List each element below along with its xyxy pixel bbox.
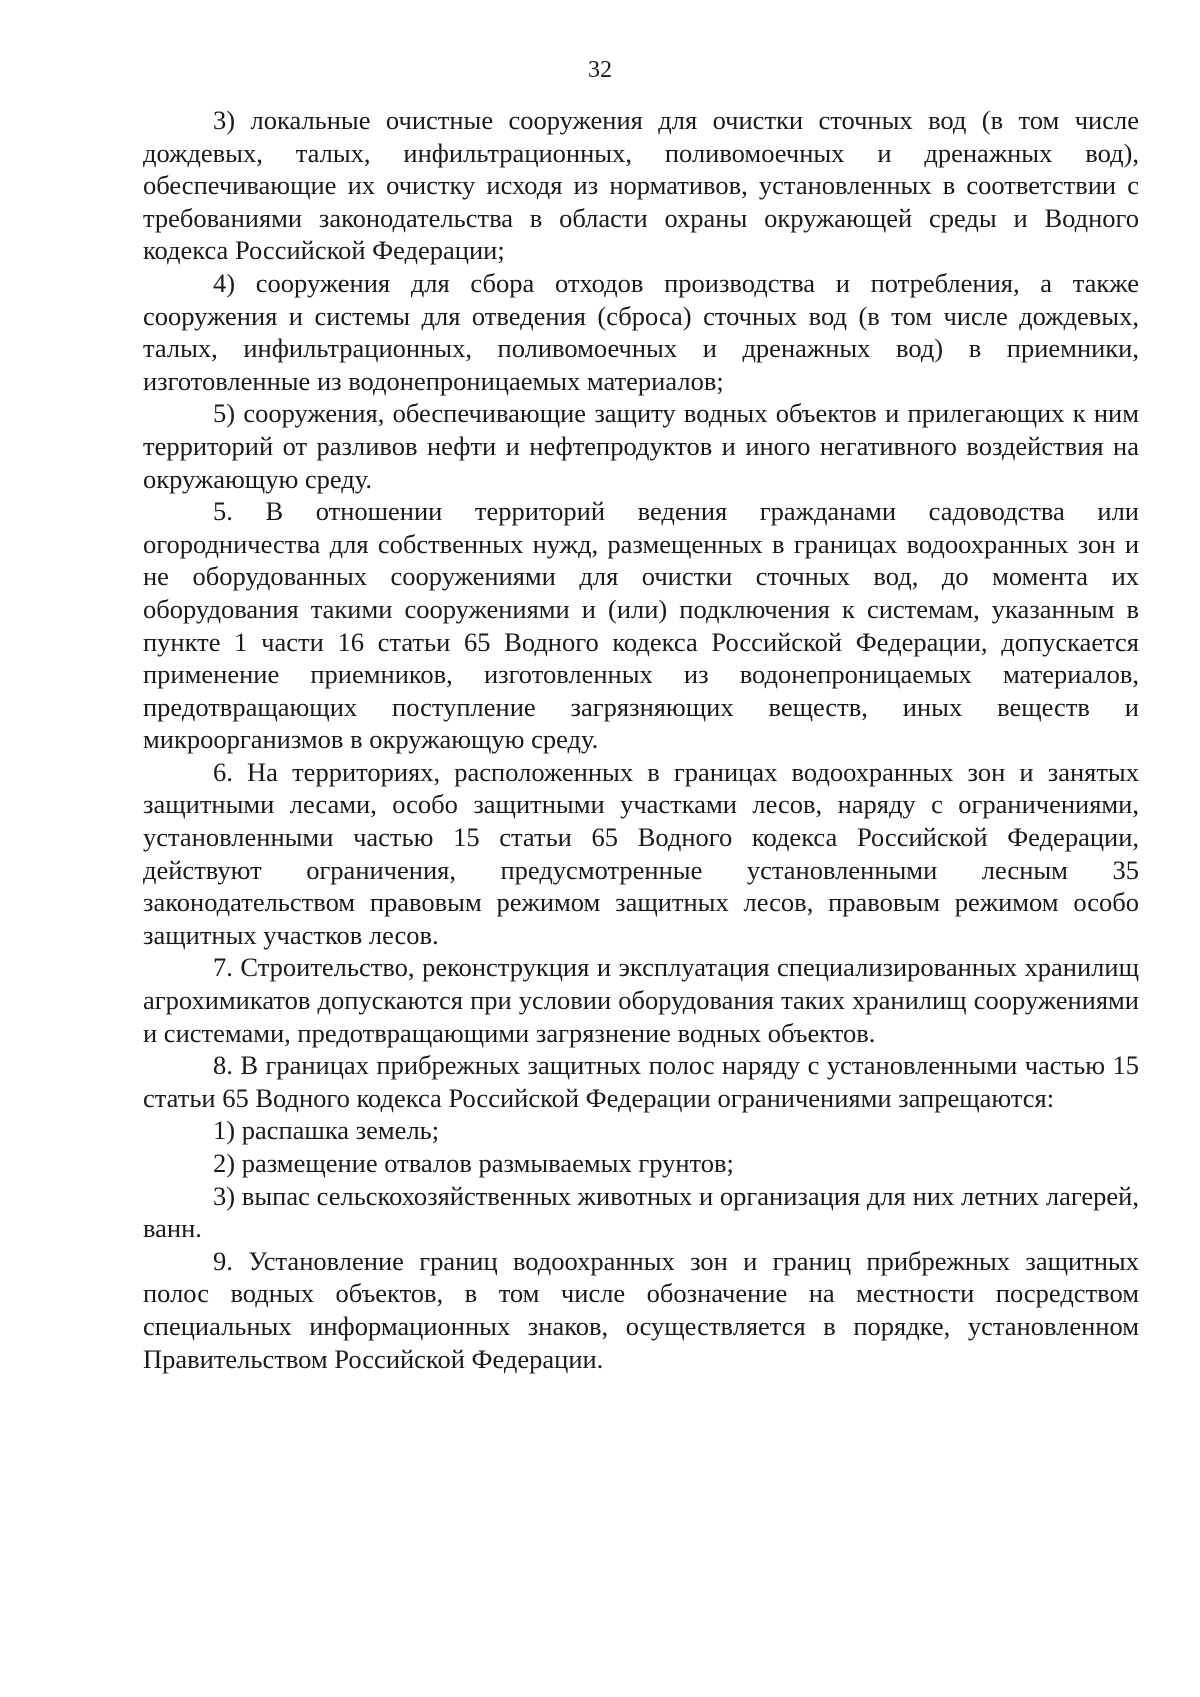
paragraph-clause-9-boundaries: 9. Установление границ водоохранных зон и границ прибрежных защитных полос водных объектов, в том числе обозначение на местности посредством специальных информационных знаков, осуществляется в порядке, установленном Правительством Российской Федерации. [143, 1245, 1139, 1374]
page-number: 32 [588, 57, 612, 83]
paragraph-clause-7-agrochemicals: 7. Строительство, реконструкция и эксплуатация специализированных хранилищ агрохимикатов допускаются при условии оборудования таких хранилищ сооружениями и системами, предотвращающими загрязнение водных объектов. [143, 952, 1139, 1048]
paragraph-subitem-3-grazing: 3) выпас сельскохозяйственных животных и организация для них летних лагерей, ванн. [143, 1180, 1139, 1244]
paragraph-clause-5-gardening: 5. В отношении территорий ведения гражданами садоводства или огородничества для собственных нужд, размещенных в границах водоохранных зон и не оборудованных сооружениями для очистки сточных вод, до момента их оборудования такими сооружениями и (или) подключения к системам, указанным в пункте 1 части 16 статьи 65 Водного кодекса Российской Федерации, допускается применение приемников, изготовленных из водонепроницаемых материалов, предотвращающих поступление загрязняющих веществ, иных веществ и микроорганизмов в окружающую среду. [143, 496, 1139, 755]
paragraph-item-5-spill-protection: 5) сооружения, обеспечивающие защиту водных объектов и прилегающих к ним территорий от разливов нефти и нефтепродуктов и иного негативного воздействия на окружающую среду. [143, 398, 1139, 494]
paragraph-clause-6-protective-forests: 6. На территориях, расположенных в границах водоохранных зон и занятых защитными лесами, особо защитными участками лесов, наряду с ограничениями, установленными частью 15 статьи 65 Водного кодекса Российской Федерации, действуют ограничения, предусмотренные установленными лесным 35 законодательством правовым режимом защитных лесов, правовым режимом особо защитных участков лесов. [143, 756, 1139, 950]
paragraph-item-4-waste-collection: 4) сооружения для сбора отходов производства и потребления, а также сооружения и системы для отведения (сброса) сточных вод (в том числе дождевых, талых, инфильтрационных, поливомоечных и дренажных вод) в приемники, изготовленные из водонепроницаемых материалов; [143, 267, 1139, 396]
paragraph-clause-8-coastal-strips: 8. В границах прибрежных защитных полос наряду с установленными частью 15 статьи 65 Водного кодекса Российской Федерации ограничениями запрещаются: [143, 1050, 1139, 1113]
document-body [143, 104, 1139, 1375]
paragraph-subitem-1-plowing: 1) распашка земель; [213, 1115, 440, 1146]
paragraph-item-3-treatment-facilities: 3) локальные очистные сооружения для очистки сточных вод (в том числе дождевых, талых, инфильтрационных, поливомоечных и дренажных вод), обеспечивающие их очистку исходя из нормативов, установленных в соответствии с требованиями законодательства в области охраны окружающей среды и Водного кодекса Российской Федерации; [143, 105, 1139, 266]
paragraph-subitem-2-dumps: 2) размещение отвалов размываемых грунтов; [213, 1148, 734, 1178]
